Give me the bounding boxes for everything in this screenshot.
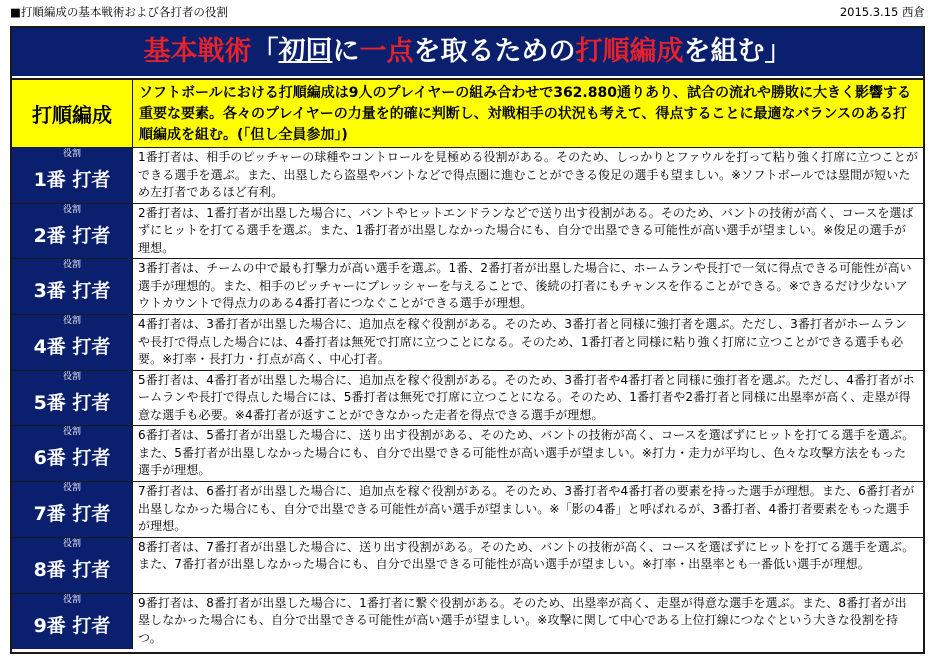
batter-name: 9番 打者 bbox=[33, 614, 111, 637]
batter-description: 2番打者は、1番打者が出塁した場合に、バントやヒットエンドランなどで送り出す役割がある。そのため、バントの技術が高く、コースを選ばずにヒットを打てる選手を選ぶ。また、1番打者が出塁しなかった場合にも、自分で出塁できる可能性が高い選手が望ましい。※俊足の選手が理想。 bbox=[138, 205, 914, 255]
batter-description: 5番打者は、4番打者が出塁した場合に、追加点を稼ぐ役割がある。そのため、3番打者や4番打者と同様に強打者を選ぶ。ただし、4番打者がホームランや長打で得点した場合には、5番打者は無死で打席に立つことになる。そのため、1番打者や2番打者と同様に出塁率が高く、走塁が得意な選手も必要。※4番打者が返すことができなかった走者を得点できる選手が理想。 bbox=[138, 372, 915, 422]
batter-description: 8番打者は、7番打者が出塁した場合に、送り出す役割がある。そのため、バントの技術が高く、コースを選ばずにヒットを打てる選手を選ぶ。また、7番打者が出塁しなかった場合にも、自分で出塁できる可能性が高い選手が望ましい。※打率・出塁率とも一番低い選手が理想。 bbox=[138, 539, 915, 572]
batter-role-cell bbox=[12, 426, 133, 481]
banner-text-form: を組む」 bbox=[683, 36, 792, 67]
role-label: 役割 bbox=[62, 149, 81, 159]
banner-text-ni: に bbox=[332, 36, 360, 67]
batter-role-cell bbox=[12, 148, 133, 203]
role-label: 役割 bbox=[62, 594, 81, 605]
batter-row bbox=[12, 204, 923, 260]
batter-description: 4番打者は、3番打者が出塁した場合に、追加点を稼ぐ役割がある。そのため、3番打者と同様に強打者を選ぶ。ただし、3番打者がホームランや長打で得点した場合には、4番打者は無死で打席に立つことになる。そのため、1番打者と同様に粘り強く打席に立つことができる選手も必要。※打率・長打力・打点が高く、中心打者。 bbox=[138, 317, 907, 367]
batter-role-cell bbox=[12, 538, 133, 593]
batter-row bbox=[12, 148, 923, 204]
batter-row bbox=[12, 482, 923, 538]
batter-name: 6番 打者 bbox=[33, 447, 111, 470]
banner-text-basic-strategy: 基本戦術 bbox=[143, 36, 252, 67]
batter-name: 4番 打者 bbox=[33, 336, 111, 359]
role-label: 役割 bbox=[62, 538, 81, 549]
document-header bbox=[10, 4, 925, 20]
date-author: 2015.3.15 西倉 bbox=[839, 5, 925, 19]
role-label: 役割 bbox=[62, 260, 81, 271]
batter-role-cell bbox=[12, 204, 133, 259]
document-title: ■打順編成の基本戦術および各打者の役割 bbox=[10, 5, 228, 19]
batter-role-cell bbox=[12, 594, 133, 650]
role-label: 役割 bbox=[62, 427, 81, 438]
batter-row bbox=[12, 594, 923, 650]
role-label: 役割 bbox=[62, 204, 81, 215]
batter-name: 7番 打者 bbox=[33, 503, 111, 526]
batter-name: 5番 打者 bbox=[33, 391, 111, 414]
batter-description: 9番打者は、8番打者が出塁した場合に、1番打者に繋ぐ役割がある。そのため、出塁率が高く、走塁が得意な選手を選ぶ。また、8番打者が出塁しなかった場合にも、自分で出塁できる可能性が高い選手が望ましい。※攻撃に関して中心である上位打線につなぐという大きな役割を持つ。 bbox=[138, 595, 907, 645]
batter-role-cell bbox=[12, 259, 133, 314]
batter-row bbox=[12, 538, 923, 594]
batter-description: 1番打者は、相手のピッチャーの球種やコントロールを見極める役割がある。そのため、しっかりとファウルを打って粘り強く打席に立つことができる選手を選ぶ。また、出塁したら盗塁やバントなどで得点圏に進むことができる俊足の選手も望ましい。※ソフトボールでは塁間が短いため左打者であるほど有利。 bbox=[138, 150, 918, 199]
batter-row bbox=[12, 371, 923, 427]
batter-description: 7番打者は、6番打者が出塁した場合に、追加点を稼ぐ役割がある。そのため、3番打者や4番打者の要素を持った選手が理想。また、6番打者が出塁しなかった場合にも、自分で出塁できる可能性が高い選手が望ましい。※「影の4番」と呼ばれるが、3番打者、4番打者要素をもった選手が理想。 bbox=[138, 484, 915, 534]
banner-text-first-inning: 初回 bbox=[278, 36, 333, 67]
role-label: 役割 bbox=[62, 483, 81, 494]
batter-rows bbox=[12, 148, 923, 649]
intro-text: ソフトボールにおける打順編成は9人のプレイヤーの組み合わせで362.880通りあり、試合の流れや勝敗に大きく影響する重要な要素。各々のプレイヤーの力量を的確に判断し、対戦相手の状況も考えて、得点することに最適なバランスのある打順編成を組む。(「但し全員参加」) bbox=[133, 80, 923, 147]
batter-description: 6番打者は、5番打者が出塁した場合に、送り出す役割がある、そのため、バントの技術が高く、コースを選ばずにヒットを打てる選手を選ぶ。また、5番打者が出塁しなかった場合にも、自分で出塁できる可能性が高い選手が望ましい。※打力・走力が平均し、色々な攻撃方法をもった選手が理想。 bbox=[138, 428, 915, 478]
banner-text-one-run: 一点 bbox=[359, 36, 414, 67]
batter-name: 2番 打者 bbox=[33, 224, 111, 247]
title-banner bbox=[12, 28, 923, 76]
intro-row bbox=[12, 78, 923, 148]
intro-heading: 打順編成 bbox=[12, 80, 133, 147]
role-label: 役割 bbox=[62, 316, 81, 327]
batter-role-cell bbox=[12, 371, 133, 426]
batter-row bbox=[12, 426, 923, 482]
role-label: 役割 bbox=[62, 371, 81, 382]
banner-text-to-score: を取るための bbox=[413, 36, 576, 67]
banner-text-lineup: 打順編成 bbox=[575, 36, 684, 67]
batter-row bbox=[12, 259, 923, 315]
batter-name: 3番 打者 bbox=[33, 280, 111, 303]
banner-open-bracket: 「 bbox=[251, 36, 279, 67]
batter-name: 8番 打者 bbox=[33, 558, 111, 581]
batter-name: 1番 打者 bbox=[33, 169, 111, 191]
batter-description: 3番打者は、チームの中で最も打撃力が高い選手を選ぶ。1番、2番打者が出塁した場合に、ホームランや長打で一気に得点できる可能性が高い選手が理想的。また、相手のピッチャーにプレッシャーを与えることで、後続の打者にもチャンスを作ることができる。※できるだけ少ないアウトカウントで得点力のある4番打者につなぐことができる選手が理想。 bbox=[138, 261, 912, 311]
batter-role-cell bbox=[12, 482, 133, 537]
strategy-sheet bbox=[10, 26, 925, 654]
batter-role-cell bbox=[12, 315, 133, 370]
batter-row bbox=[12, 315, 923, 371]
